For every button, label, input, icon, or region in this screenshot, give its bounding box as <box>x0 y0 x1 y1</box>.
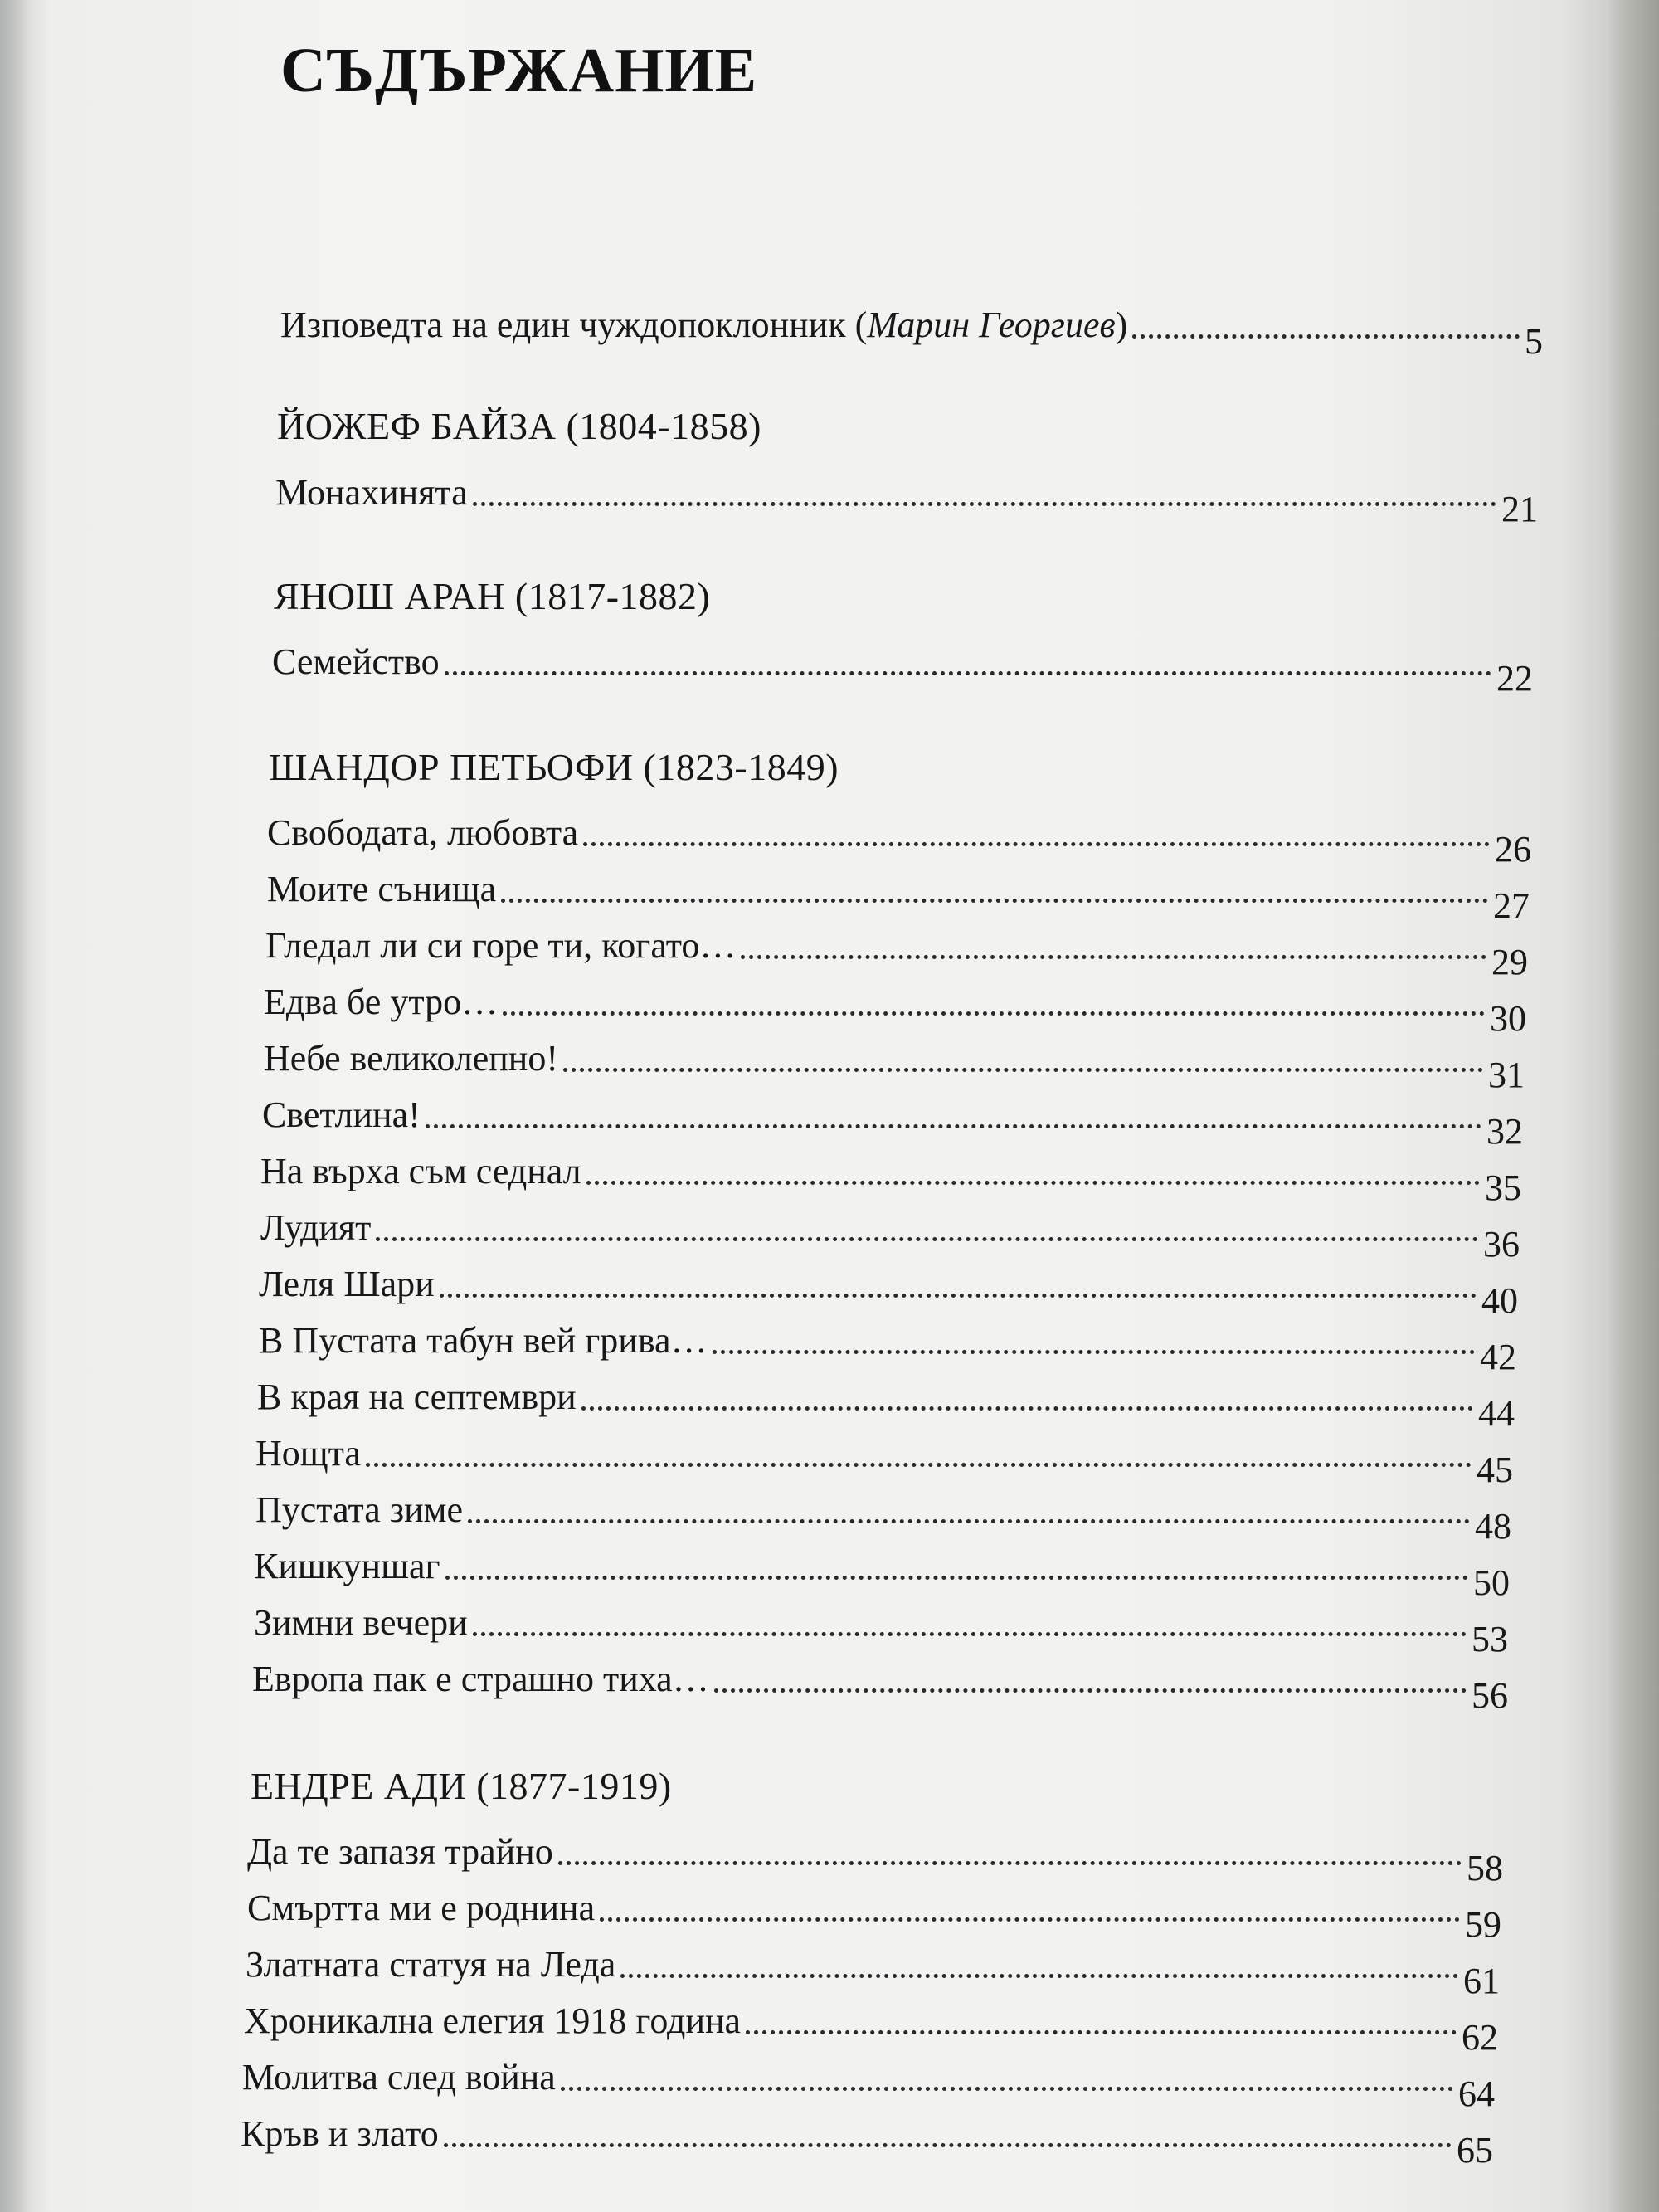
toc-leader-dots <box>468 1519 1470 1523</box>
toc-entry <box>246 1933 1500 2001</box>
toc-leader-dots <box>501 899 1488 903</box>
toc-entry-page: 65 <box>1457 2130 1493 2171</box>
toc-entry-page: 62 <box>1462 2017 1498 2058</box>
toc-entry <box>242 2046 1495 2114</box>
toc-entry <box>260 1196 1520 1264</box>
toc-leader-dots <box>581 1406 1473 1411</box>
toc-entry <box>257 1366 1515 1434</box>
toc-entry-label: В края на септември <box>257 1376 577 1417</box>
toc-entry-page: 26 <box>1495 829 1531 870</box>
toc-entry-page: 40 <box>1481 1280 1518 1321</box>
toc-entry-page: 61 <box>1463 1961 1500 2001</box>
toc-entry-label: Хроникална елегия 1918 година <box>244 2000 742 2041</box>
toc-leader-dots <box>445 1576 1468 1580</box>
toc-entry-label: Монахинята <box>275 472 468 513</box>
toc-entry-page: 29 <box>1491 942 1528 982</box>
toc-leader-dots <box>366 1463 1472 1467</box>
toc-entry-page: 64 <box>1458 2073 1495 2114</box>
toc-leader-dots <box>600 1917 1460 1922</box>
toc-leader-dots <box>1132 334 1520 339</box>
toc-entry-label: В Пустата табун вей грива… <box>259 1320 708 1361</box>
toc-entry-label: Свободата, любовта <box>267 812 579 853</box>
toc-entry-page: 58 <box>1467 1848 1503 1888</box>
toc-leader-dots <box>473 1632 1467 1636</box>
toc-entry-page: 22 <box>1496 658 1533 699</box>
toc-entry <box>259 1253 1518 1321</box>
toc-entry-page: 31 <box>1488 1055 1525 1095</box>
toc-leader-dots <box>561 2087 1453 2091</box>
toc-entry-page: 44 <box>1478 1393 1515 1434</box>
toc-entry-label: Светлина! <box>262 1094 421 1135</box>
section-heading-ady: ЕНДРЕ АДИ (1877-1919) <box>251 1765 672 1807</box>
toc-entry-page: 45 <box>1477 1449 1513 1490</box>
toc-entry-label: Да те запазя трайно <box>247 1831 553 1872</box>
section-heading-aran: ЯНОШ АРАН (1817-1882) <box>274 575 711 617</box>
toc-entry-page: 35 <box>1485 1167 1521 1208</box>
toc-leader-dots <box>713 1350 1475 1354</box>
toc-entry-intro <box>280 294 1543 362</box>
toc-entry <box>241 2102 1493 2171</box>
toc-entry-label: Моите сънища <box>267 869 497 909</box>
toc-leader-dots <box>426 1124 1481 1128</box>
toc-leader-dots <box>376 1237 1478 1241</box>
toc-entry-label: Леля Шари <box>259 1264 435 1304</box>
toc-entry <box>262 1084 1523 1152</box>
toc-entry <box>255 1422 1513 1490</box>
toc-entry <box>275 461 1538 529</box>
toc-entry <box>254 1591 1508 1659</box>
toc-entry-label: Едва бе утро… <box>264 982 499 1022</box>
toc-entry-label: Молитва след война <box>242 2057 556 2098</box>
toc-entry-page: 32 <box>1486 1111 1523 1152</box>
toc-entry-page: 50 <box>1473 1562 1510 1603</box>
toc-entry <box>272 631 1533 699</box>
toc-leader-dots <box>620 1974 1458 1978</box>
toc-entry-label: Небе великолепно! <box>264 1038 558 1079</box>
toc-entry <box>252 1648 1508 1716</box>
toc-entry <box>254 1535 1510 1603</box>
toc-entry-page: 21 <box>1501 489 1538 529</box>
toc-entry-page: 36 <box>1483 1224 1520 1264</box>
toc-entry <box>260 1140 1521 1208</box>
toc-entry-label: Нощта <box>255 1433 361 1474</box>
toc-leader-dots <box>714 1688 1467 1693</box>
toc-entry-label: Пустата зиме <box>255 1489 464 1530</box>
toc-entry-label: На върха съм седнал <box>260 1151 581 1191</box>
toc-entry-label: Кръв и злато <box>241 2113 439 2154</box>
toc-entry-author: Марин Георгиев <box>867 305 1116 345</box>
toc-leader-dots <box>583 842 1490 846</box>
toc-entry-label: Изповедта на един чуждопоклонник (Марин Георгиев) <box>280 305 1128 345</box>
toc-entry <box>247 1877 1501 1945</box>
toc-entry-page: 42 <box>1480 1337 1516 1377</box>
toc-entry-label: Зимни вечери <box>254 1602 468 1643</box>
section-heading-bayza: ЙОЖЕФ БАЙЗА (1804-1858) <box>277 405 761 447</box>
toc-leader-dots <box>440 1294 1477 1298</box>
toc-entry <box>264 971 1526 1039</box>
toc-leader-dots <box>473 502 1496 506</box>
toc-entry-label: Лудият <box>260 1207 372 1248</box>
toc-leader-dots <box>444 2143 1452 2147</box>
toc-entry-label: Кишкуншаг <box>254 1546 440 1586</box>
toc-entry-page: 30 <box>1490 998 1526 1039</box>
toc-entry <box>265 914 1528 982</box>
toc-entry-page: 48 <box>1475 1506 1511 1547</box>
toc-entry <box>267 801 1531 870</box>
toc-leader-dots <box>503 1011 1485 1016</box>
toc-leader-dots <box>741 955 1486 959</box>
toc-entry-page: 59 <box>1465 1904 1501 1945</box>
toc-entry-page: 56 <box>1472 1675 1508 1716</box>
toc-entry <box>247 1820 1503 1888</box>
toc-leader-dots <box>445 671 1491 675</box>
toc-entry <box>244 1990 1498 2058</box>
toc-leader-dots <box>586 1181 1480 1185</box>
toc-entry-page: 5 <box>1525 321 1543 362</box>
toc-leader-dots <box>563 1068 1483 1072</box>
toc-entry-label: Смъртта ми е роднина <box>247 1888 596 1928</box>
toc-entry-label: Гледал ли си горе ти, когато… <box>265 925 737 966</box>
toc-entry-page: 53 <box>1472 1619 1508 1659</box>
toc-entry-page: 27 <box>1493 885 1530 926</box>
toc-entry <box>267 858 1530 926</box>
section-heading-petofi: ШАНДОР ПЕТЬОФИ (1823-1849) <box>269 746 839 788</box>
toc-leader-dots <box>746 2030 1457 2034</box>
page-title: СЪДЪРЖАНИЕ <box>280 36 758 105</box>
toc-leader-dots <box>558 1861 1462 1865</box>
toc-entry <box>264 1027 1525 1095</box>
toc-entry <box>259 1309 1516 1377</box>
toc-entry-label: Европа пак е страшно тиха… <box>252 1659 709 1699</box>
toc-entry-label: Златната статуя на Леда <box>246 1944 616 1985</box>
toc-entry-label: Семейство <box>272 641 440 682</box>
toc-entry <box>255 1479 1511 1547</box>
